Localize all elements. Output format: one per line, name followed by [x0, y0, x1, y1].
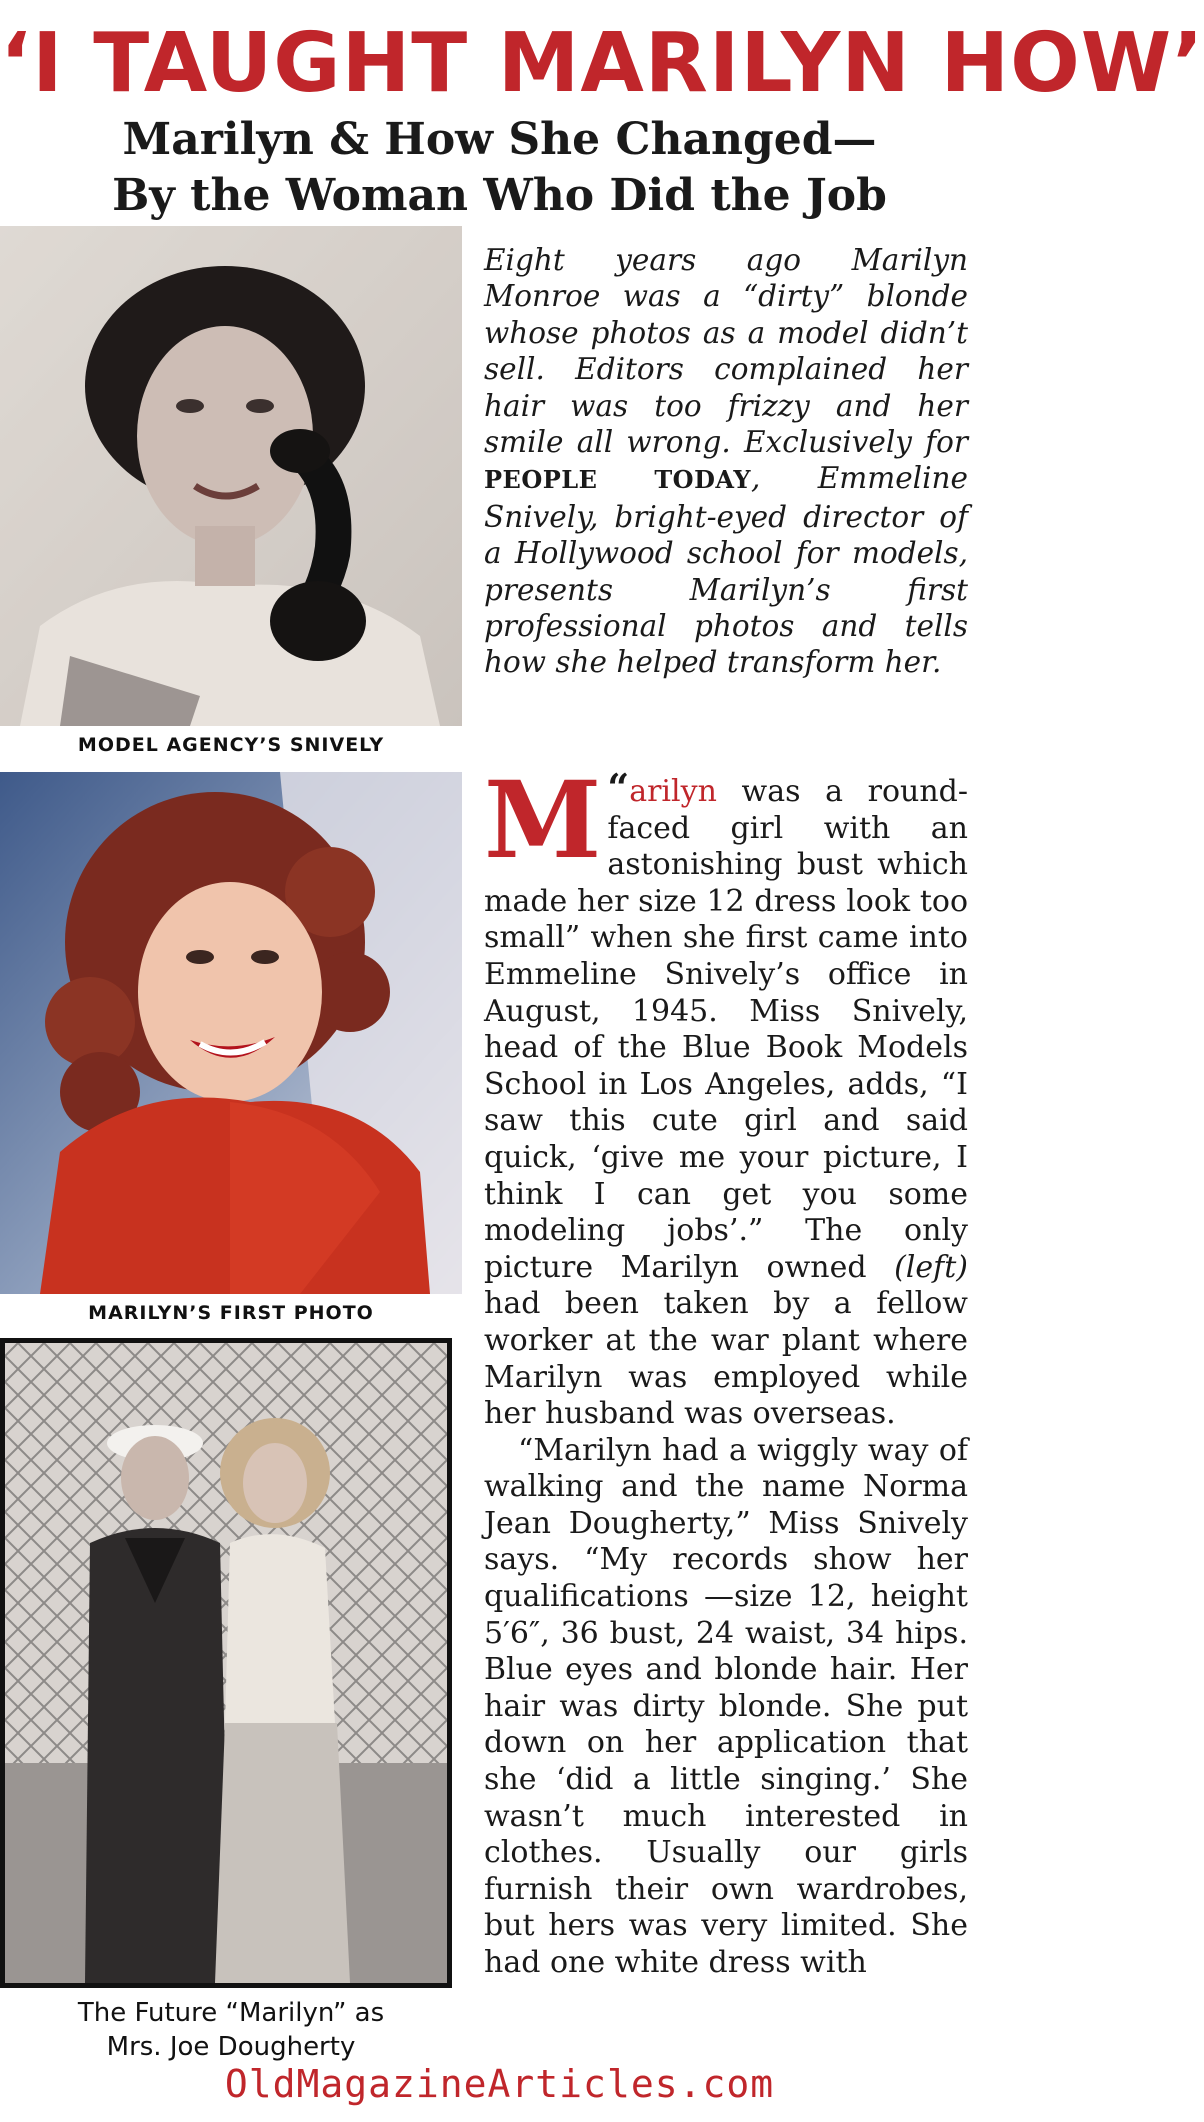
opening-quote: “ [607, 765, 630, 810]
first-photo-caption: MARILYN’S FIRST PHOTO [88, 1302, 374, 1324]
dougherty-caption [0, 1996, 462, 2064]
intro-text-2: , Emmeline Snively, bright-eyed director of a Hollywood school for models, presents Marilyn’s first professional photos and tells how she helped transform her. [484, 461, 968, 680]
site-footer: OldMagazineArticles.com [224, 2062, 775, 2106]
subtitle-line-2: By the Woman Who Did the Job [112, 170, 887, 221]
dougherty-caption-line-1: The Future “Marilyn” as [77, 1998, 385, 2028]
marilyn-first-photo [0, 772, 462, 1294]
left-note: (left) [894, 1249, 968, 1285]
dougherty-photo [0, 1338, 452, 1988]
publication-name: PEOPLE TODAY [484, 465, 751, 495]
intro-text-1: Eight years ago Marilyn Monroe was a “dirty” blonde whose photos as a model didn’t sell. Editors complained her hair was too frizzy and her smile all wrong. Exclusively for [484, 243, 968, 460]
article-paragraph-1 [484, 757, 968, 1433]
snively-photo [0, 226, 462, 726]
article-text-1-end: had been taken by a fellow worker at the war plant where Marilyn was employed while her husband was overseas. [484, 1286, 968, 1432]
snively-caption: MODEL AGENCY’S SNIVELY [77, 734, 385, 756]
dougherty-caption-line-2: Mrs. Joe Dougherty [106, 2032, 356, 2062]
intro-paragraph [484, 242, 968, 722]
subtitle-line-1: Marilyn & How She Changed— [122, 114, 877, 165]
article-paragraph-2: “Marilyn had a wiggly way of walking and the name Norma Jean Dougherty,” Miss Snively says. “My records show her qualifications —size 12, height 5′6″, 36 bust, 24 waist, 34 hips. Blue eyes and blonde hair. Her hair was dirty blonde. She put down on her application that she ‘did a little singing.’ She wasn’t much interested in clothes. Usually our girls furnish their own wardrobes, but hers was very limited. She had one white dress with [484, 1432, 968, 1980]
drop-cap: M [484, 757, 602, 882]
page-title: ‘I TAUGHT MARILYN HOW’ [0, 16, 1204, 111]
article-body [484, 757, 968, 2050]
drop-cap-continuation: arilyn [629, 774, 717, 809]
article-text-1: was a round-faced girl with an astonishing bust which made her size 12 dress look too small” when she first came into Emmeline Snively’s office in August, 1945. Miss Snively, head of the Blue Book Models School in Los Angeles, adds, “I saw this cute girl and said quick, ‘give me your picture, I think I can get you some modeling jobs’.” The only picture Marilyn owned [484, 774, 968, 1285]
